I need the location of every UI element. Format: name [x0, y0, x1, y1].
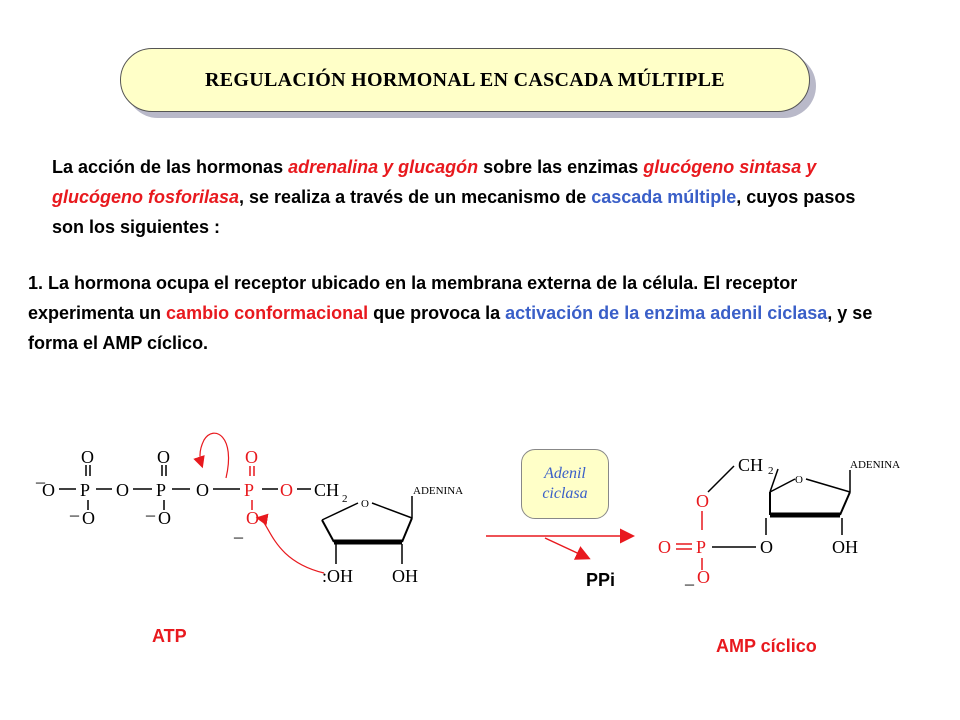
subscript-2: 2 [768, 465, 774, 477]
step1-text-1: 1. La hormona ocupa el receptor ubicado en la membrana externa de la célula. El receptor experimenta un [28, 273, 798, 323]
adenine-label: ADENINA [413, 485, 464, 497]
intro-text-3: sobre las enzimas [478, 157, 644, 177]
atom-o: O [697, 567, 710, 587]
ch2-group: CH [314, 480, 340, 500]
minus-sign: _ [70, 498, 79, 518]
step1-conformational-change: cambio conformacional [166, 303, 369, 323]
adenylate-cyclase-box [521, 449, 609, 519]
atom-o: O [116, 480, 129, 500]
intro-hormones: adrenalina y glucagón [288, 157, 479, 177]
ribose-2-oh: OH [392, 566, 418, 586]
step1-enzyme-activation: activación de la enzima adenil ciclasa [505, 303, 828, 323]
intro-enzymes: glucógeno sintasa y glucógeno fosforilasa [52, 157, 817, 207]
step1-text-3: que provoca la [368, 303, 506, 323]
ribose-3-oh: :OH [322, 566, 353, 586]
intro-cascade: cascada múltiple [591, 187, 737, 207]
subscript-2: 2 [342, 493, 348, 505]
minus-sign: _ [234, 520, 243, 540]
step1-text-5: , y se forma el AMP cíclico. [28, 303, 873, 353]
camp-molecule [658, 455, 900, 587]
atom-p-alpha: P [244, 480, 255, 500]
atom-o-alpha: O [245, 447, 258, 467]
adenine-label: ADENINA [850, 459, 901, 471]
intro-text-7: , cuyos pasos son los siguientes : [52, 187, 856, 237]
minus-sign: _ [146, 498, 155, 518]
ppi-label: PPi [586, 570, 616, 590]
intro-text-5: , se realiza a través de un mecanismo de [239, 187, 592, 207]
atom-o-bridge: O [280, 480, 293, 500]
enzyme-name-line1: Adenil [544, 465, 586, 482]
atom-o: O [760, 537, 773, 557]
ring-o: O [795, 474, 803, 486]
minus-sign: _ [36, 465, 45, 485]
atom-o: O [82, 508, 95, 528]
atom-o: O [81, 447, 94, 467]
atom-o: O [42, 480, 55, 500]
atom-p: P [696, 537, 707, 557]
atom-p: P [156, 480, 167, 500]
ribose-2-oh: OH [832, 537, 858, 557]
atp-molecule [35, 433, 463, 586]
intro-text-1: La acción de las hormonas [52, 157, 289, 177]
atom-p: P [80, 480, 91, 500]
atom-o: O [696, 491, 709, 511]
minus-sign: _ [685, 567, 694, 587]
atom-o: O [158, 508, 171, 528]
ch2-group: CH [738, 455, 764, 475]
camp-label: AMP cíclico [716, 636, 817, 656]
atom-o: O [196, 480, 209, 500]
page-title: REGULACIÓN HORMONAL EN CASCADA MÚLTIPLE [205, 68, 725, 91]
atp-label: ATP [152, 626, 187, 646]
atom-o: O [157, 447, 170, 467]
atom-o-alpha: O [246, 508, 259, 528]
ring-o: O [361, 498, 369, 510]
atom-o: O [658, 537, 671, 557]
enzyme-name-line2: ciclasa [542, 485, 588, 502]
byproduct-arrow [545, 538, 588, 558]
